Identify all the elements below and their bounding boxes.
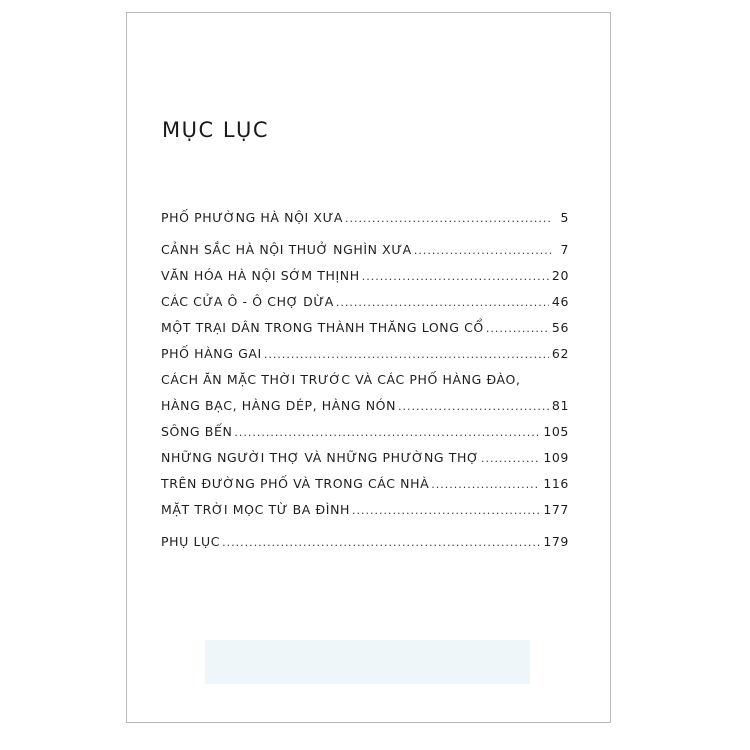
- toc-entry-page: 7: [560, 242, 569, 257]
- dot-leader: [431, 472, 540, 498]
- toc-entry-title: NHỮNG NGƯỜI THỢ VÀ NHỮNG PHƯỜNG THỢ: [161, 450, 480, 465]
- toc-entry-title: PHỐ HÀNG GAI: [161, 346, 262, 361]
- toc-entry: [161, 471, 569, 497]
- toc-entry-page: 105: [543, 424, 569, 439]
- dot-leader: [398, 394, 549, 420]
- toc-entry-page: 81: [551, 398, 569, 413]
- toc-entry-title: CÁC CỬA Ô - Ô CHỢ DỪA: [161, 294, 334, 309]
- toc-entry-title: CÁCH ĂN MẶC THỜI TRƯỚC VÀ CÁC PHỐ HÀNG ĐÀO,: [161, 372, 521, 387]
- faded-stamp-mark: [205, 640, 530, 684]
- toc-entry: [161, 205, 569, 231]
- toc-entry: [161, 237, 569, 263]
- toc-entry: [161, 497, 569, 523]
- dot-leader: [352, 498, 540, 524]
- dot-leader: [345, 206, 552, 232]
- toc-entry-page: 5: [560, 210, 569, 225]
- toc-entry: [161, 419, 569, 445]
- dot-leader: [481, 446, 540, 472]
- toc-entry-page: 62: [551, 346, 569, 361]
- dot-leader: [486, 316, 549, 342]
- toc-heading: MỤC LỤC: [162, 118, 270, 142]
- toc-entry-title: SÔNG BẾN: [161, 424, 233, 439]
- toc-entry-page: 109: [543, 450, 569, 465]
- toc-entry-title: CẢNH SẮC HÀ NỘI THUỞ NGHÌN XƯA: [161, 242, 412, 257]
- toc-entry-page: 177: [543, 502, 569, 517]
- toc-entry: [161, 289, 569, 315]
- toc-entry-title: VĂN HÓA HÀ NỘI SỚM THỊNH: [161, 268, 360, 283]
- toc-entry: [161, 445, 569, 471]
- toc-entry: [161, 341, 569, 367]
- toc-entry: [161, 529, 569, 555]
- toc-entry: [161, 315, 569, 341]
- toc-entry: [161, 263, 569, 289]
- toc-entry-page: 20: [551, 268, 569, 283]
- toc-entry-page: 179: [543, 534, 569, 549]
- toc-entry: [161, 367, 569, 419]
- dot-leader: [222, 530, 540, 556]
- table-of-contents: [161, 205, 569, 555]
- toc-entry-page: 56: [551, 320, 569, 335]
- toc-entry-title: PHỐ PHƯỜNG HÀ NỘI XƯA: [161, 210, 344, 225]
- dot-leader: [264, 342, 549, 368]
- toc-entry-title: PHỤ LỤC: [161, 534, 221, 549]
- toc-entry-title: MẶT TRỜI MỌC TỪ BA ĐÌNH: [161, 502, 351, 517]
- toc-entry-title: MỘT TRẠI DÂN TRONG THÀNH THĂNG LONG CỔ: [161, 320, 484, 335]
- dot-leader: [362, 264, 549, 290]
- dot-leader: [336, 290, 549, 316]
- toc-entry-title-continued: HÀNG BẠC, HÀNG DÉP, HÀNG NÓN: [161, 398, 397, 413]
- dot-leader: [234, 420, 540, 446]
- dot-leader: [414, 238, 552, 264]
- toc-entry-title: TRÊN ĐƯỜNG PHỐ VÀ TRONG CÁC NHÀ: [161, 476, 430, 491]
- toc-entry-page: 46: [551, 294, 569, 309]
- toc-entry-page: 116: [543, 476, 569, 491]
